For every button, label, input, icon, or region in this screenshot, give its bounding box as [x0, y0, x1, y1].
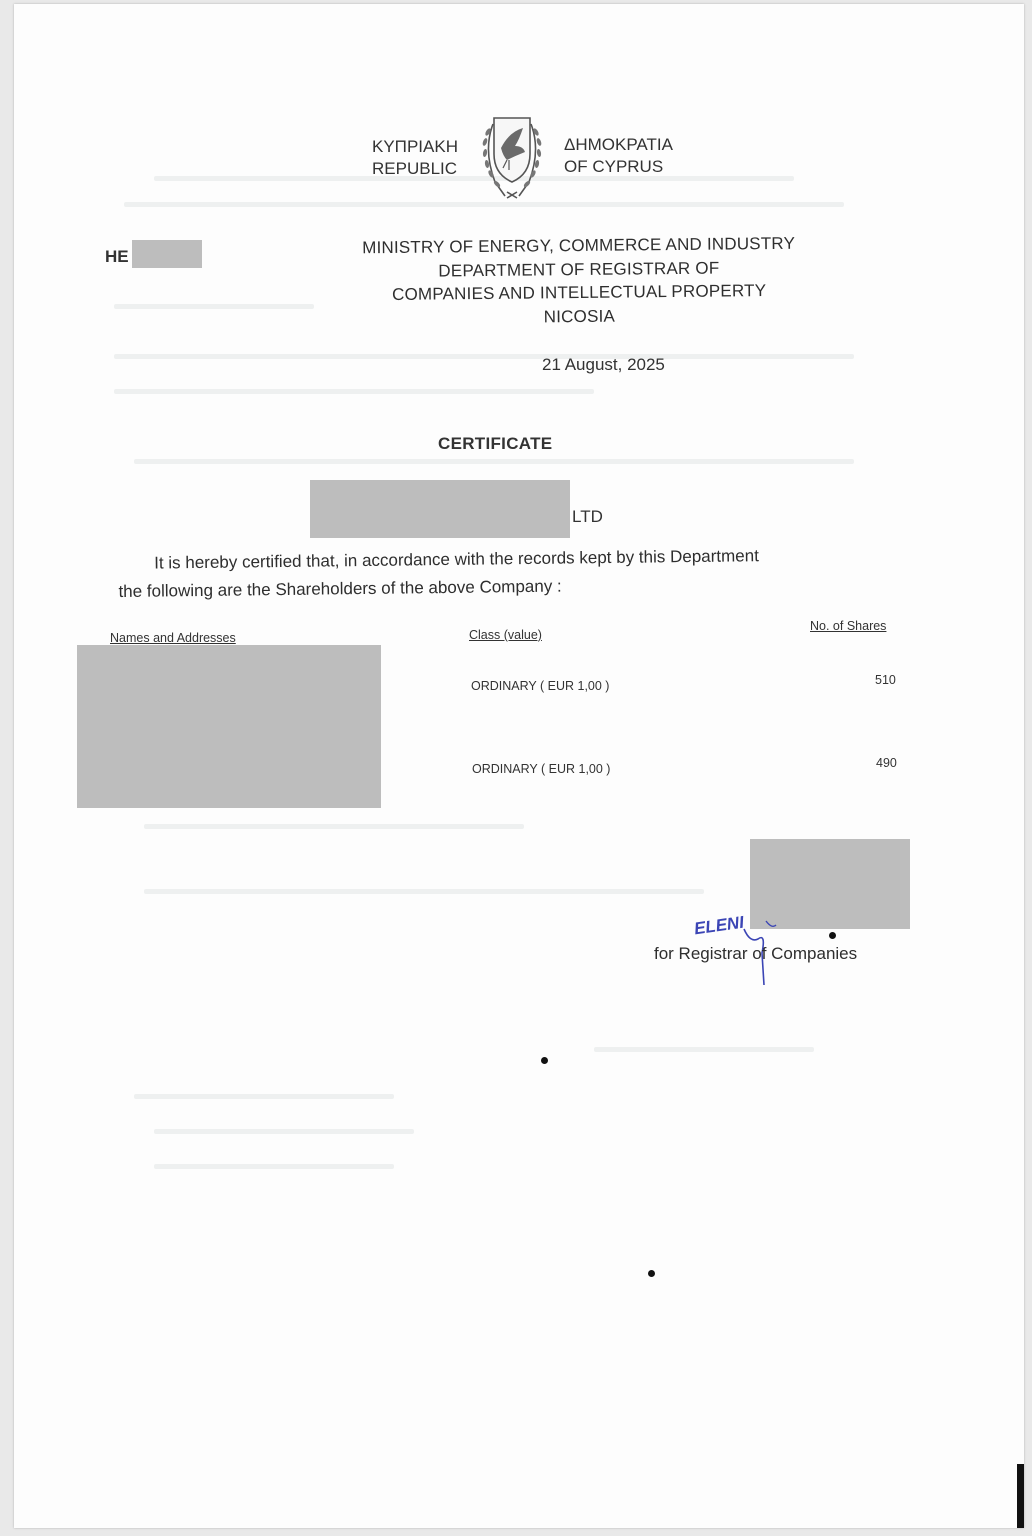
ministry-line-3: COMPANIES AND INTELLECTUAL PROPERTY	[391, 281, 767, 304]
issue-date: 21 August, 2025	[542, 355, 665, 374]
certificate-page	[14, 4, 1024, 1528]
coat-of-arms-icon	[473, 110, 551, 208]
greek-democracy-label: ΔΗΜΟΚΡΑΤΙΑ	[564, 135, 673, 154]
speck-mark	[829, 932, 836, 939]
redacted-registration-number	[132, 240, 202, 268]
table-row-2-shares: 490	[876, 756, 897, 770]
ministry-line-1: MINISTRY OF ENERGY, COMMERCE AND INDUSTRY	[362, 233, 796, 258]
redacted-shareholders	[77, 645, 381, 808]
greek-republic-label: ΚΥΠΡΙΑΚΗ	[372, 137, 458, 156]
table-row-2-class: ORDINARY ( EUR 1,00 )	[472, 762, 611, 776]
handwritten-signature: ELENI	[692, 912, 746, 939]
speck-mark	[541, 1057, 548, 1064]
signature-caption: for Registrar of Companies	[654, 944, 858, 963]
header-names-addresses: Names and Addresses	[110, 631, 236, 645]
table-row-1-shares: 510	[875, 673, 896, 687]
of-cyprus-label: OF CYPRUS	[564, 157, 664, 176]
republic-label: REPUBLIC	[372, 159, 458, 178]
ministry-block	[334, 231, 825, 330]
speck-mark	[648, 1270, 655, 1277]
redacted-company-name	[310, 480, 570, 538]
company-suffix: LTD	[572, 507, 603, 526]
scan-edge-mark	[1017, 1464, 1024, 1528]
ministry-line-2: DEPARTMENT OF REGISTRAR OF	[438, 258, 720, 280]
certificate-title: CERTIFICATE	[438, 434, 553, 453]
header-no-of-shares: No. of Shares	[810, 619, 887, 633]
header-class-value: Class (value)	[469, 628, 542, 642]
statement-line-2: the following are the Shareholders of the above Company :	[118, 576, 562, 601]
registration-prefix: HE	[105, 247, 129, 266]
ministry-line-4: NICOSIA	[543, 306, 616, 326]
certification-statement	[118, 541, 839, 606]
table-row-1-class: ORDINARY ( EUR 1,00 )	[471, 679, 610, 693]
statement-line-1: It is hereby certified that, in accordance with the records kept by this Department	[154, 546, 759, 573]
